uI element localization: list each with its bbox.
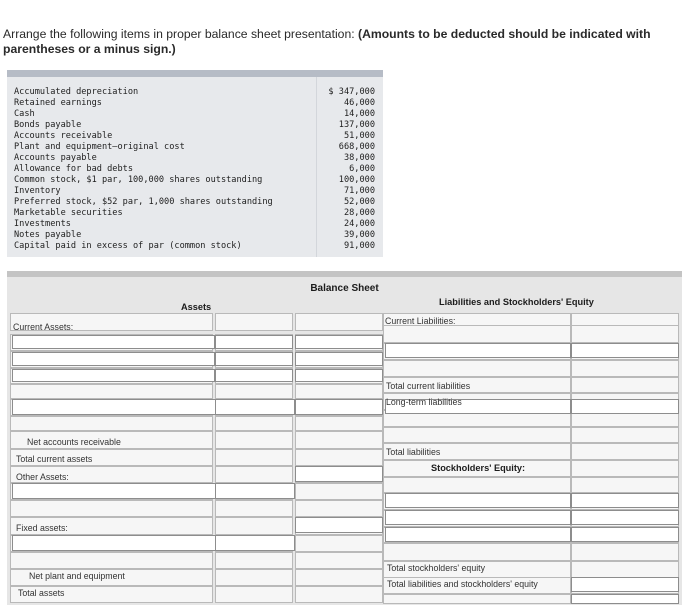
asset-input[interactable] bbox=[295, 352, 383, 366]
asset-input[interactable] bbox=[12, 399, 217, 415]
instructions bbox=[3, 27, 693, 57]
asset-amount-cell bbox=[215, 552, 293, 569]
instructions-lead: Arrange the following items in proper balance sheet presentation: bbox=[3, 27, 359, 41]
liab-header: Liabilities and Stockholders' Equity bbox=[439, 297, 594, 307]
given-item-label: Allowance for bad debts bbox=[14, 164, 133, 174]
long-term-liabilities-label: Long-term liabilities bbox=[386, 397, 462, 407]
asset-input[interactable] bbox=[295, 517, 383, 533]
asset-total-cell bbox=[295, 552, 383, 569]
total-liabilities-label: Total liabilities bbox=[386, 447, 441, 457]
liab-amount-cell bbox=[571, 443, 679, 460]
current-assets-label: Current Assets: bbox=[13, 322, 74, 332]
asset-input[interactable] bbox=[295, 369, 383, 382]
total-current-assets-label: Total current assets bbox=[16, 454, 93, 464]
fixed-assets-label: Fixed assets: bbox=[16, 523, 68, 533]
asset-input[interactable] bbox=[295, 335, 383, 349]
asset-amount-cell bbox=[215, 466, 293, 483]
given-item-value: 46,000 bbox=[343, 98, 375, 108]
liab-input[interactable] bbox=[571, 577, 679, 592]
given-item-label: Marketable securities bbox=[14, 208, 123, 218]
given-items-table bbox=[7, 70, 383, 257]
asset-label-cell bbox=[10, 552, 213, 569]
given-item-label: Inventory bbox=[14, 186, 61, 196]
liab-label-cell bbox=[383, 325, 571, 343]
given-item-value: 38,000 bbox=[343, 153, 375, 163]
asset-input[interactable] bbox=[215, 535, 295, 551]
liab-amount-cell bbox=[571, 477, 679, 493]
asset-input[interactable] bbox=[215, 369, 293, 382]
current-liabilities-label: Current Liabilities: bbox=[385, 316, 456, 326]
given-item-value: 100,000 bbox=[338, 175, 375, 185]
net-ar-label: Net accounts receivable bbox=[27, 437, 121, 447]
asset-input[interactable] bbox=[215, 335, 293, 349]
liab-amount-cell bbox=[571, 427, 679, 443]
asset-input[interactable] bbox=[295, 399, 383, 415]
given-item-value: 668,000 bbox=[338, 142, 375, 152]
given-item-value: $ 347,000 bbox=[328, 87, 375, 97]
liab-input[interactable] bbox=[385, 510, 571, 525]
given-item-value: 14,000 bbox=[343, 109, 375, 119]
liab-label-cell bbox=[383, 477, 571, 493]
asset-total-cell bbox=[295, 384, 383, 399]
asset-total-cell bbox=[295, 313, 383, 331]
total-current-liabilities-label: Total current liabilities bbox=[386, 381, 471, 391]
asset-amount-cell bbox=[215, 449, 293, 466]
given-item-value: 6,000 bbox=[349, 164, 375, 174]
asset-amount-cell bbox=[215, 416, 293, 431]
given-item-row bbox=[7, 98, 383, 109]
asset-total-cell bbox=[295, 569, 383, 586]
se-header: Stockholders' Equity: bbox=[431, 463, 526, 473]
given-item-label: Notes payable bbox=[14, 230, 82, 240]
given-item-row bbox=[7, 186, 383, 197]
asset-total-cell bbox=[295, 483, 383, 500]
given-item-label: Investments bbox=[14, 219, 71, 229]
net-plant-label: Net plant and equipment bbox=[29, 571, 125, 581]
asset-label-cell bbox=[10, 416, 213, 431]
liab-input[interactable] bbox=[385, 343, 571, 358]
asset-amount-cell bbox=[215, 313, 293, 331]
given-item-row bbox=[7, 219, 383, 230]
given-item-label: Capital paid in excess of par (common stock) bbox=[14, 241, 242, 251]
given-item-row bbox=[7, 175, 383, 186]
given-item-row bbox=[7, 208, 383, 219]
instructions-bold: (Amounts to be deducted should be indicated with parentheses or a minus sign.) bbox=[3, 27, 651, 56]
given-item-value: 39,000 bbox=[343, 230, 375, 240]
given-item-label: Plant and equipment—original cost bbox=[14, 142, 185, 152]
given-item-row bbox=[7, 120, 383, 131]
liab-input[interactable] bbox=[571, 343, 679, 358]
assets-header: Assets bbox=[181, 302, 212, 312]
liab-label-cell bbox=[383, 360, 571, 377]
liab-amount-cell bbox=[571, 360, 679, 377]
asset-total-cell bbox=[295, 535, 383, 552]
asset-total-cell bbox=[295, 586, 383, 603]
given-item-label: Accounts receivable bbox=[14, 131, 113, 141]
given-item-row bbox=[7, 153, 383, 164]
asset-input[interactable] bbox=[215, 399, 295, 415]
given-item-row bbox=[7, 164, 383, 175]
given-item-row bbox=[7, 197, 383, 208]
given-item-label: Accumulated depreciation bbox=[14, 87, 139, 97]
given-item-row bbox=[7, 241, 383, 252]
given-item-row bbox=[7, 131, 383, 142]
asset-input[interactable] bbox=[215, 483, 295, 499]
asset-input[interactable] bbox=[215, 352, 293, 366]
total-assets-label: Total assets bbox=[18, 588, 65, 598]
given-item-label: Accounts payable bbox=[14, 153, 97, 163]
asset-total-cell bbox=[295, 449, 383, 466]
asset-input[interactable] bbox=[12, 352, 215, 366]
given-item-label: Preferred stock, $52 par, 1,000 shares outstanding bbox=[14, 197, 273, 207]
liab-amount-cell bbox=[571, 460, 679, 477]
given-item-value: 28,000 bbox=[343, 208, 375, 218]
liab-input[interactable] bbox=[571, 594, 679, 604]
asset-label-cell bbox=[10, 384, 213, 399]
liab-label-cell bbox=[383, 543, 571, 561]
given-item-value: 71,000 bbox=[343, 186, 375, 196]
other-assets-label: Other Assets: bbox=[16, 472, 69, 482]
asset-label-cell bbox=[10, 500, 213, 517]
given-item-label: Bonds payable bbox=[14, 120, 82, 130]
balance-sheet-title: Balance Sheet bbox=[310, 283, 379, 294]
asset-amount-cell bbox=[215, 586, 293, 603]
total-se-label: Total stockholders' equity bbox=[387, 563, 486, 573]
asset-input[interactable] bbox=[12, 535, 217, 551]
liab-input[interactable] bbox=[571, 510, 679, 525]
given-item-label: Cash bbox=[14, 109, 35, 119]
asset-amount-cell bbox=[215, 431, 293, 449]
asset-total-cell bbox=[295, 500, 383, 517]
liab-label-cell bbox=[383, 594, 571, 604]
liab-input[interactable] bbox=[571, 527, 679, 542]
given-item-label: Common stock, $1 par, 100,000 shares outstanding bbox=[14, 175, 263, 185]
given-item-value: 51,000 bbox=[343, 131, 375, 141]
asset-total-cell bbox=[295, 431, 383, 449]
given-item-row bbox=[7, 109, 383, 120]
asset-input[interactable] bbox=[295, 466, 383, 482]
given-item-label: Retained earnings bbox=[14, 98, 102, 108]
balance-sheet-form bbox=[7, 271, 682, 605]
liab-label-cell bbox=[383, 427, 571, 443]
given-item-value: 91,000 bbox=[343, 241, 375, 251]
liab-input[interactable] bbox=[571, 399, 679, 414]
given-item-value: 24,000 bbox=[343, 219, 375, 229]
asset-amount-cell bbox=[215, 500, 293, 517]
liab-amount-cell bbox=[571, 377, 679, 393]
given-item-row bbox=[7, 87, 383, 98]
given-item-value: 137,000 bbox=[338, 120, 375, 130]
asset-total-cell bbox=[295, 416, 383, 431]
asset-amount-cell bbox=[215, 517, 293, 535]
asset-input[interactable] bbox=[12, 335, 215, 349]
given-item-row bbox=[7, 230, 383, 241]
asset-input[interactable] bbox=[12, 369, 215, 382]
liab-input[interactable] bbox=[385, 493, 571, 508]
asset-amount-cell bbox=[215, 569, 293, 586]
asset-amount-cell bbox=[215, 384, 293, 399]
liab-amount-cell bbox=[571, 325, 679, 343]
liab-input[interactable] bbox=[571, 493, 679, 508]
liab-input[interactable] bbox=[385, 527, 571, 542]
given-item-row bbox=[7, 142, 383, 153]
asset-input[interactable] bbox=[12, 483, 217, 499]
total-liab-se-label: Total liabilities and stockholders' equity bbox=[387, 579, 538, 589]
liab-amount-cell bbox=[571, 543, 679, 561]
given-item-value: 52,000 bbox=[343, 197, 375, 207]
